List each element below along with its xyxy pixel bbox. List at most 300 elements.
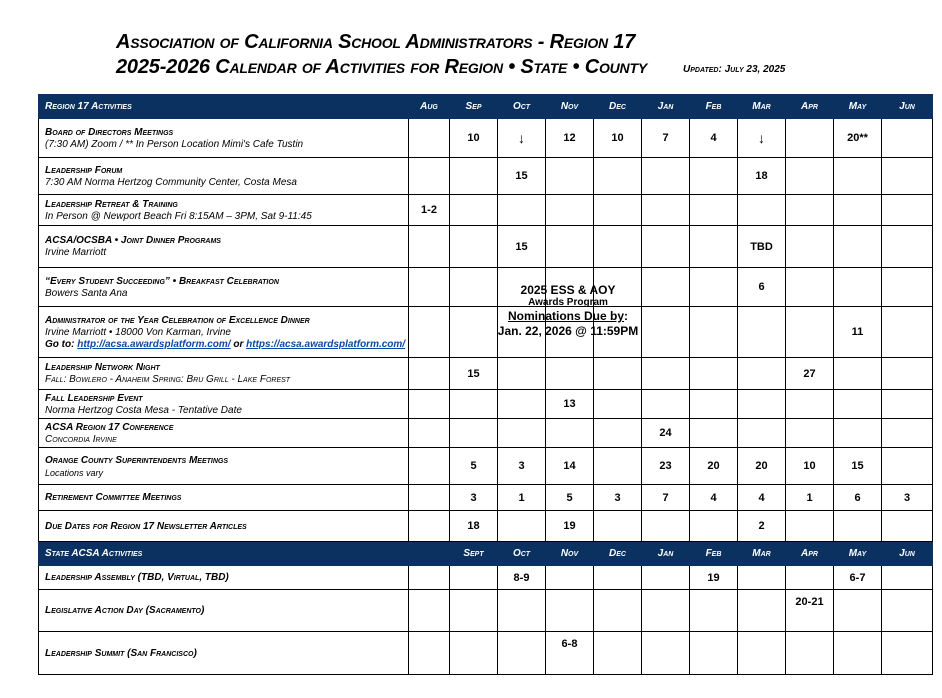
date-value: 10 bbox=[803, 460, 816, 472]
date-cell bbox=[546, 358, 594, 390]
month-header: May bbox=[834, 95, 882, 119]
section-label: State ACSA Activities bbox=[39, 542, 409, 566]
month-header: Nov bbox=[546, 95, 594, 119]
date-cell bbox=[498, 358, 546, 390]
date-cell bbox=[834, 485, 882, 511]
date-cell bbox=[834, 307, 882, 358]
date-cell bbox=[834, 590, 882, 632]
date-cell bbox=[450, 419, 498, 448]
date-cell bbox=[690, 590, 738, 632]
date-value: 20 bbox=[755, 460, 768, 472]
date-cell bbox=[690, 226, 738, 268]
date-cell bbox=[882, 590, 933, 632]
activity-title: Fall Leadership Event bbox=[45, 392, 143, 404]
date-cell bbox=[834, 448, 882, 485]
date-value: 18 bbox=[755, 170, 768, 182]
date-cell bbox=[738, 390, 786, 419]
date-cell bbox=[786, 158, 834, 195]
activity-details: 7:30 AM Norma Hertzog Community Center, Costa Mesa bbox=[45, 176, 297, 188]
date-cell bbox=[450, 158, 498, 195]
table-row bbox=[39, 485, 933, 511]
month-header: Apr bbox=[786, 95, 834, 119]
activity-title: Leadership Assembly (TBD, Virtual, TBD) bbox=[45, 572, 229, 583]
date-cell bbox=[786, 226, 834, 268]
date-cell bbox=[450, 119, 498, 158]
date-cell bbox=[642, 590, 690, 632]
date-value: 7 bbox=[662, 132, 669, 144]
date-cell bbox=[546, 511, 594, 542]
date-value: 19 bbox=[707, 571, 720, 584]
date-cell bbox=[738, 419, 786, 448]
date-cell bbox=[498, 390, 546, 419]
activity-label bbox=[39, 158, 409, 195]
activity-details: Irvine Marriott bbox=[45, 247, 107, 258]
date-cell bbox=[786, 307, 834, 358]
activity-details: In Person @ Newport Beach Fri 8:15AM – 3PM, Sat 9-11:45 bbox=[45, 210, 312, 222]
date-cell bbox=[882, 358, 933, 390]
date-cell bbox=[450, 632, 498, 675]
date-value: 14 bbox=[563, 460, 576, 472]
date-cell bbox=[738, 307, 786, 358]
activity-details: Locations vary bbox=[45, 467, 104, 478]
date-cell bbox=[642, 158, 690, 195]
date-cell bbox=[786, 566, 834, 590]
ess-line-4: Jan. 22, 2026 @ 11:59PM bbox=[497, 324, 639, 338]
date-cell bbox=[546, 119, 594, 158]
date-value: 13 bbox=[563, 398, 576, 410]
date-cell bbox=[546, 485, 594, 511]
date-cell bbox=[498, 448, 546, 485]
date-cell bbox=[834, 268, 882, 307]
date-value: 3 bbox=[903, 491, 911, 504]
date-cell bbox=[738, 485, 786, 511]
date-cell bbox=[882, 158, 933, 195]
month-header: Feb bbox=[690, 542, 738, 566]
date-cell bbox=[738, 566, 786, 590]
date-cell bbox=[498, 511, 546, 542]
date-cell bbox=[450, 226, 498, 268]
date-value: 6-8 bbox=[561, 638, 578, 650]
date-cell bbox=[546, 590, 594, 632]
date-cell bbox=[786, 419, 834, 448]
date-cell bbox=[498, 566, 546, 590]
date-cell bbox=[690, 511, 738, 542]
month-header: Jun bbox=[882, 95, 933, 119]
date-value: 5 bbox=[566, 491, 573, 504]
date-value: 12 bbox=[563, 132, 576, 144]
updated-date: Updated: July 23, 2025 bbox=[683, 64, 786, 75]
down-arrow-icon: ↓ bbox=[518, 130, 525, 146]
date-cell bbox=[450, 590, 498, 632]
activity-label bbox=[39, 632, 409, 675]
or-label: or bbox=[233, 338, 244, 350]
date-value: 6 bbox=[854, 491, 861, 504]
date-cell bbox=[498, 590, 546, 632]
date-cell bbox=[546, 390, 594, 419]
activity-title: Leadership Network Night bbox=[45, 362, 160, 373]
activity-label bbox=[39, 358, 409, 390]
date-cell bbox=[882, 226, 933, 268]
activity-title: Leadership Summit (San Francisco) bbox=[45, 647, 197, 659]
date-value: 2 bbox=[758, 520, 765, 532]
date-cell bbox=[409, 158, 450, 195]
month-header: Oct bbox=[498, 95, 546, 119]
date-cell bbox=[594, 195, 642, 226]
activity-title: Administrator of the Year Celebration of Excellence Dinner bbox=[45, 314, 310, 326]
date-cell bbox=[409, 511, 450, 542]
date-cell bbox=[546, 566, 594, 590]
activity-label bbox=[39, 485, 409, 511]
activity-label bbox=[39, 307, 409, 358]
date-cell bbox=[690, 566, 738, 590]
date-cell bbox=[546, 226, 594, 268]
date-cell bbox=[690, 119, 738, 158]
ess-nominations-label: Nominations Due by bbox=[507, 309, 624, 323]
date-cell bbox=[450, 358, 498, 390]
table-row bbox=[39, 632, 933, 675]
region-header-row bbox=[39, 95, 933, 119]
date-cell bbox=[690, 448, 738, 485]
date-cell bbox=[409, 358, 450, 390]
activity-title: Leadership Forum bbox=[45, 164, 123, 176]
date-cell bbox=[498, 632, 546, 675]
calendar-table bbox=[38, 94, 933, 675]
month-header bbox=[409, 542, 450, 566]
month-header: Apr bbox=[786, 542, 834, 566]
date-cell bbox=[738, 448, 786, 485]
date-cell bbox=[594, 358, 642, 390]
ess-aoy-notice bbox=[492, 283, 644, 339]
date-cell bbox=[498, 195, 546, 226]
date-cell bbox=[642, 632, 690, 675]
state-header-row bbox=[39, 542, 933, 566]
activity-label bbox=[39, 590, 409, 632]
date-value: TBD bbox=[750, 240, 773, 253]
month-header: Sep bbox=[450, 95, 498, 119]
date-cell bbox=[450, 307, 498, 358]
date-value: 23 bbox=[659, 460, 672, 472]
table-row bbox=[39, 358, 933, 390]
date-cell bbox=[642, 268, 690, 307]
month-header: Aug bbox=[409, 95, 450, 119]
activity-title: Orange County Superintendents Meetings bbox=[45, 454, 229, 466]
activity-label bbox=[39, 419, 409, 448]
date-value: 24 bbox=[659, 427, 672, 439]
date-value: 7 bbox=[662, 491, 669, 504]
date-cell bbox=[594, 632, 642, 675]
awards-link-https[interactable]: https://acsa.awardsplatform.com/ bbox=[246, 338, 406, 350]
date-cell bbox=[786, 195, 834, 226]
date-cell bbox=[642, 119, 690, 158]
date-value: 3 bbox=[470, 491, 477, 504]
table-row bbox=[39, 226, 933, 268]
date-cell bbox=[594, 566, 642, 590]
activity-title: ACSA Region 17 Conference bbox=[45, 421, 174, 433]
date-value: 20** bbox=[847, 132, 868, 144]
date-cell bbox=[594, 226, 642, 268]
section-label: Region 17 Activities bbox=[39, 95, 409, 119]
date-cell bbox=[546, 632, 594, 675]
month-header: Oct bbox=[498, 542, 546, 566]
date-cell bbox=[882, 448, 933, 485]
date-cell bbox=[738, 268, 786, 307]
activity-label bbox=[39, 448, 409, 485]
date-cell bbox=[690, 419, 738, 448]
table-row bbox=[39, 195, 933, 226]
month-header: Mar bbox=[738, 95, 786, 119]
table-row bbox=[39, 511, 933, 542]
date-cell bbox=[882, 195, 933, 226]
date-cell bbox=[594, 119, 642, 158]
table-row bbox=[39, 590, 933, 632]
month-header: May bbox=[834, 542, 882, 566]
date-cell bbox=[834, 158, 882, 195]
date-cell bbox=[409, 119, 450, 158]
date-cell bbox=[738, 195, 786, 226]
date-cell bbox=[498, 226, 546, 268]
date-cell bbox=[409, 485, 450, 511]
date-cell bbox=[642, 511, 690, 542]
date-cell bbox=[786, 511, 834, 542]
date-value: 15 bbox=[467, 367, 480, 380]
date-cell bbox=[450, 390, 498, 419]
date-value: 20-21 bbox=[795, 596, 824, 608]
date-cell bbox=[882, 566, 933, 590]
date-cell bbox=[834, 358, 882, 390]
table-row bbox=[39, 419, 933, 448]
table-row bbox=[39, 158, 933, 195]
goto-label: Go to: bbox=[45, 338, 75, 350]
date-cell bbox=[738, 226, 786, 268]
date-cell bbox=[409, 226, 450, 268]
activity-title: Due Dates for Region 17 Newsletter Articles bbox=[45, 520, 247, 532]
month-header: Nov bbox=[546, 542, 594, 566]
month-header: Jun bbox=[882, 542, 933, 566]
date-cell bbox=[786, 590, 834, 632]
date-cell bbox=[594, 511, 642, 542]
date-cell bbox=[882, 390, 933, 419]
date-cell bbox=[738, 158, 786, 195]
date-value: 27 bbox=[803, 367, 816, 380]
table-row bbox=[39, 268, 933, 307]
activity-label bbox=[39, 390, 409, 419]
awards-link-http[interactable]: http://acsa.awardsplatform.com/ bbox=[77, 338, 231, 350]
date-cell bbox=[690, 358, 738, 390]
date-value: 1-2 bbox=[421, 204, 437, 216]
date-value: 1 bbox=[806, 491, 813, 504]
activity-title: ACSA/OCSBA • Joint Dinner Programs bbox=[45, 235, 221, 246]
date-cell bbox=[546, 158, 594, 195]
date-cell bbox=[642, 566, 690, 590]
date-cell bbox=[690, 158, 738, 195]
date-cell bbox=[834, 566, 882, 590]
date-cell bbox=[882, 511, 933, 542]
table-row bbox=[39, 448, 933, 485]
date-cell bbox=[786, 632, 834, 675]
date-cell bbox=[690, 195, 738, 226]
date-cell bbox=[594, 448, 642, 485]
date-cell bbox=[409, 448, 450, 485]
date-value: 20 bbox=[707, 460, 720, 472]
date-cell bbox=[786, 390, 834, 419]
date-cell bbox=[594, 485, 642, 511]
date-cell bbox=[409, 590, 450, 632]
date-cell bbox=[642, 485, 690, 511]
date-cell bbox=[738, 358, 786, 390]
date-value: 6-7 bbox=[849, 571, 866, 584]
date-cell bbox=[546, 419, 594, 448]
date-cell bbox=[409, 632, 450, 675]
date-cell bbox=[450, 268, 498, 307]
date-cell bbox=[642, 419, 690, 448]
ess-colon: : bbox=[624, 309, 628, 323]
date-cell bbox=[450, 511, 498, 542]
date-cell bbox=[450, 566, 498, 590]
activity-details: Fall: Bowlero - Anaheim Spring: Bru Grill - Lake Forest bbox=[45, 374, 291, 385]
ess-line-1: 2025 ESS & AOY bbox=[520, 283, 616, 297]
date-value: 8-9 bbox=[513, 571, 530, 584]
date-value: 10 bbox=[467, 132, 480, 144]
date-cell bbox=[409, 195, 450, 226]
activity-label bbox=[39, 511, 409, 542]
date-cell bbox=[786, 268, 834, 307]
down-arrow-icon: ↓ bbox=[758, 130, 765, 146]
date-value: 18 bbox=[467, 520, 480, 532]
month-header: Sept bbox=[450, 542, 498, 566]
date-value: 4 bbox=[758, 491, 765, 504]
date-value: 4 bbox=[710, 132, 717, 144]
date-cell bbox=[690, 390, 738, 419]
activity-details: (7:30 AM) Zoom / ** In Person Location Mimi's Cafe Tustin bbox=[45, 138, 304, 150]
date-cell bbox=[834, 390, 882, 419]
table-row bbox=[39, 390, 933, 419]
date-cell bbox=[834, 195, 882, 226]
date-cell bbox=[738, 632, 786, 675]
activity-label bbox=[39, 119, 409, 158]
date-value: 5 bbox=[470, 460, 477, 472]
date-value: 10 bbox=[611, 132, 624, 144]
date-cell bbox=[834, 632, 882, 675]
activity-title: Retirement Committee Meetings bbox=[45, 492, 182, 503]
date-value: 15 bbox=[515, 240, 528, 253]
date-cell bbox=[786, 485, 834, 511]
date-value: 15 bbox=[851, 460, 864, 472]
date-value: 15 bbox=[515, 170, 528, 182]
title-line-2: 2025-2026 Calendar of Activities for Region • State • County bbox=[116, 56, 647, 78]
date-cell bbox=[834, 119, 882, 158]
date-cell bbox=[690, 632, 738, 675]
date-cell bbox=[594, 158, 642, 195]
date-cell bbox=[409, 566, 450, 590]
activity-title: Legislative Action Day (Sacramento) bbox=[45, 605, 205, 616]
date-value: 3 bbox=[518, 460, 525, 472]
date-cell bbox=[642, 307, 690, 358]
date-cell bbox=[786, 119, 834, 158]
date-cell bbox=[882, 632, 933, 675]
date-cell bbox=[738, 511, 786, 542]
date-cell bbox=[498, 419, 546, 448]
date-value: 3 bbox=[614, 491, 621, 504]
date-cell bbox=[882, 307, 933, 358]
date-cell bbox=[594, 419, 642, 448]
date-cell bbox=[882, 419, 933, 448]
date-value: 4 bbox=[710, 491, 717, 504]
activity-label bbox=[39, 566, 409, 590]
date-value: 1 bbox=[518, 491, 525, 504]
activity-details: Irvine Marriott • 18000 Von Karman, Irvine bbox=[45, 326, 231, 338]
date-cell bbox=[690, 485, 738, 511]
date-cell bbox=[594, 390, 642, 419]
activity-details: Concordia Irvine bbox=[45, 433, 117, 445]
title-line-1: Association of California School Administrators - Region 17 bbox=[116, 31, 636, 53]
date-value: 19 bbox=[563, 520, 576, 532]
date-cell bbox=[642, 226, 690, 268]
date-cell bbox=[409, 268, 450, 307]
table-row bbox=[39, 119, 933, 158]
table-row bbox=[39, 307, 933, 358]
date-cell bbox=[450, 485, 498, 511]
activity-label bbox=[39, 268, 409, 307]
date-cell bbox=[642, 390, 690, 419]
date-cell bbox=[834, 226, 882, 268]
date-cell bbox=[642, 358, 690, 390]
date-cell bbox=[882, 485, 933, 511]
date-cell bbox=[738, 590, 786, 632]
date-cell bbox=[546, 195, 594, 226]
activity-label bbox=[39, 226, 409, 268]
table-row bbox=[39, 566, 933, 590]
date-cell bbox=[642, 195, 690, 226]
date-cell bbox=[786, 448, 834, 485]
date-cell bbox=[409, 390, 450, 419]
date-cell bbox=[690, 307, 738, 358]
date-cell bbox=[546, 448, 594, 485]
ess-line-2: Awards Program bbox=[528, 297, 608, 308]
date-cell bbox=[498, 485, 546, 511]
date-cell bbox=[642, 448, 690, 485]
activity-label bbox=[39, 195, 409, 226]
activity-details: Norma Hertzog Costa Mesa - Tentative Date bbox=[45, 404, 242, 416]
date-cell bbox=[690, 268, 738, 307]
activity-details: Bowers Santa Ana bbox=[45, 287, 128, 299]
activity-title: “Every Student Succeeding” • Breakfast Celebration bbox=[45, 275, 279, 287]
date-cell bbox=[498, 119, 546, 158]
date-value: 6 bbox=[758, 281, 765, 293]
date-cell bbox=[594, 590, 642, 632]
month-header: Jan bbox=[642, 542, 690, 566]
calendar-body bbox=[39, 95, 933, 675]
month-header: Dec bbox=[594, 542, 642, 566]
date-cell bbox=[786, 358, 834, 390]
activity-title: Board of Directors Meetings bbox=[45, 126, 174, 138]
date-cell bbox=[498, 158, 546, 195]
date-cell bbox=[882, 268, 933, 307]
month-header: Jan bbox=[642, 95, 690, 119]
activity-title: Leadership Retreat & Training bbox=[45, 198, 178, 210]
month-header: Mar bbox=[738, 542, 786, 566]
date-cell bbox=[882, 119, 933, 158]
date-cell bbox=[450, 195, 498, 226]
date-cell bbox=[738, 119, 786, 158]
awards-links bbox=[45, 338, 406, 351]
ess-line-3 bbox=[492, 309, 644, 324]
date-cell bbox=[409, 307, 450, 358]
month-header: Dec bbox=[594, 95, 642, 119]
month-header: Feb bbox=[690, 95, 738, 119]
date-cell bbox=[450, 448, 498, 485]
date-cell bbox=[834, 419, 882, 448]
date-cell bbox=[834, 511, 882, 542]
